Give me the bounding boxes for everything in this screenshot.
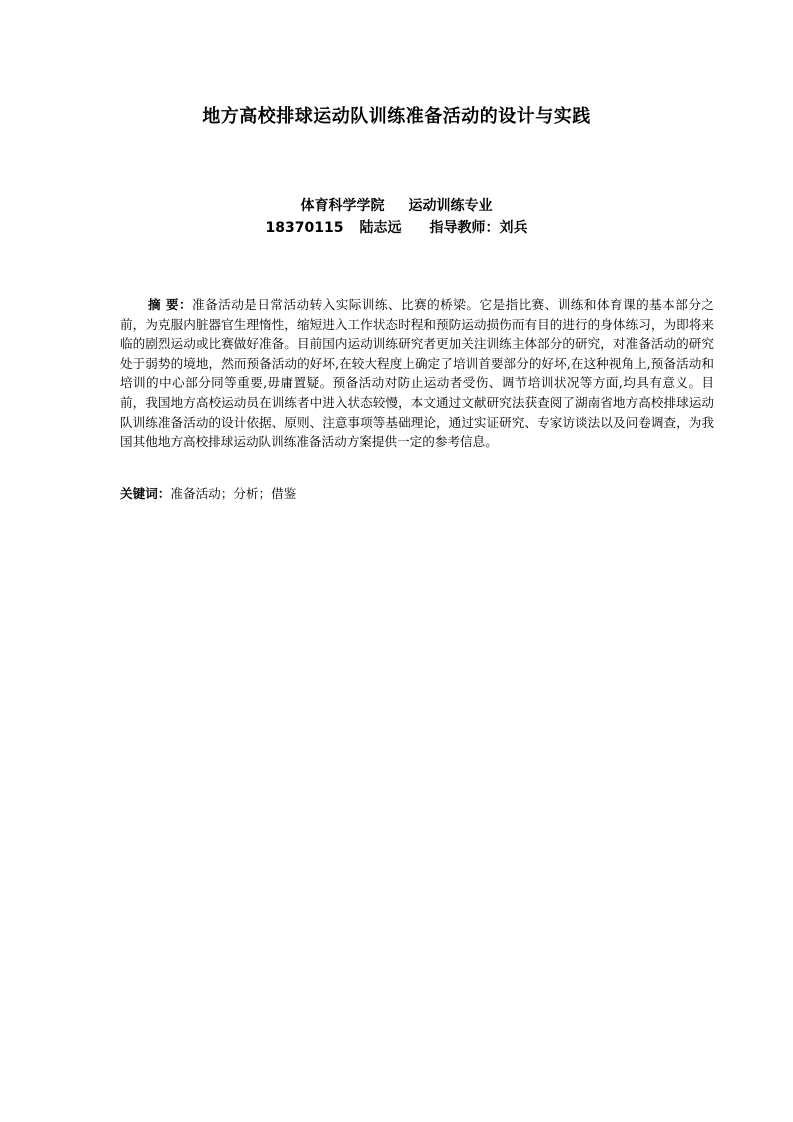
- abstract-label: 摘 要：: [148, 297, 193, 312]
- affiliation-line: [0, 196, 793, 216]
- abstract-paragraph: [120, 295, 714, 452]
- college-name: 体育科学学院: [300, 198, 385, 214]
- paper-title: 地方高校排球运动队训练准备活动的设计与实践: [202, 106, 591, 127]
- student-name: 陆志远: [359, 220, 402, 236]
- author-line: [0, 218, 793, 238]
- major-name: 运动训练专业: [408, 198, 493, 214]
- keywords-text: 准备活动；分析；借鉴: [170, 486, 297, 501]
- advisor: 指导教师：刘兵: [429, 220, 528, 236]
- student-id: 18370115: [265, 220, 344, 236]
- keywords-line: [120, 484, 714, 504]
- keywords-label: 关键词：: [120, 486, 171, 501]
- abstract-text: 准备活动是日常活动转入实际训练、比赛的桥梁。它是指比赛、训练和体育课的基本部分之前，为克服内脏器官生理惰性，缩短进入工作状态时程和预防运动损伤而有目的进行的身体练习，为即将来临的剧烈运动或比赛做好准备。目前国内运动训练研究者更加关注训练主体部分的研究，对准备活动的研究处于弱势的境地，然而预备活动的好坏,在较大程度上确定了培训首要部分的好坏,在这种视角上,预备活动和培训的中心部分同等重要,毋庸置疑。预备活动对防止运动者受伤、调节培训状况等方面,均具有意义。目前，我国地方高校运动员在训练者中进入状态较慢，本文通过文献研究法获查阅了湖南省地方高校排球运动队训练准备活动的设计依据、原则、注意事项等基础理论，通过实证研究、专家访谈法以及问卷调查，为我国其他地方高校排球运动队训练准备活动方案提供一定的参考信息。: [120, 297, 715, 450]
